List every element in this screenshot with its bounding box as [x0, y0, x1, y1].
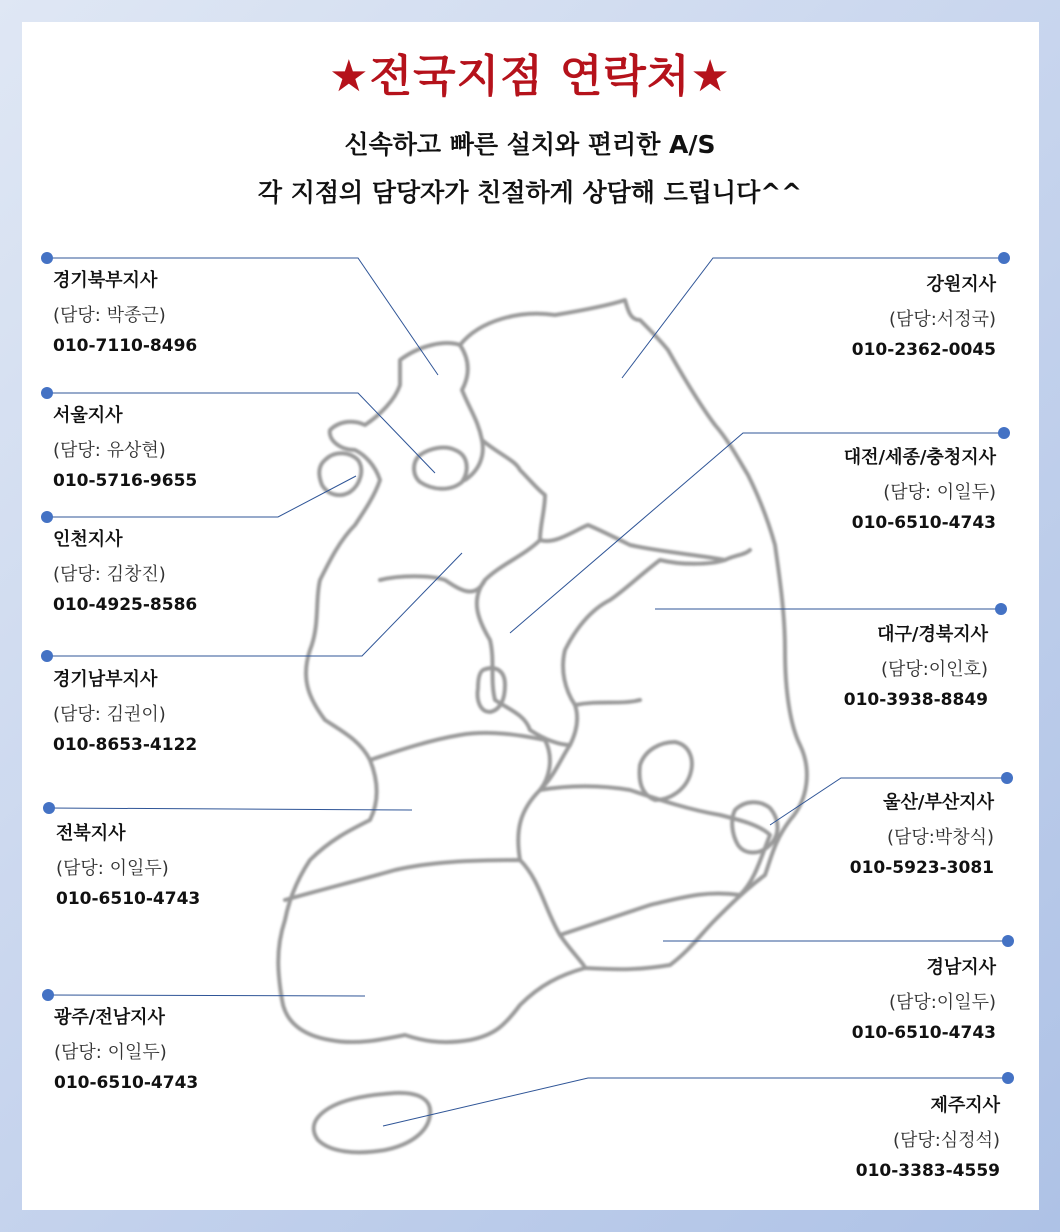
jeju-island — [314, 1093, 430, 1152]
branch-manager: (담당:박창식) — [886, 827, 994, 848]
branch-name: 대전/세종/충청지사 — [843, 447, 996, 468]
dot-gyeonggi-south — [41, 650, 53, 662]
branch-phone: 010-6510-4743 — [851, 1023, 996, 1043]
mainland-outline — [278, 300, 807, 1042]
branch-phone: 010-2362-0045 — [851, 340, 996, 360]
dot-jeonnam — [42, 989, 54, 1001]
branch-name: 인천지사 — [53, 529, 123, 550]
branch-phone: 010-3938-8849 — [843, 690, 988, 710]
incheon-island — [319, 453, 361, 495]
branch-name: 경기북부지사 — [53, 270, 158, 291]
branch-manager: (담당:심정석) — [892, 1130, 1000, 1151]
jeonnam-border — [285, 860, 585, 968]
branch-manager: (담당: 유상현) — [53, 440, 166, 461]
gyeongnam-inner — [560, 893, 740, 935]
gyeongbuk-border — [540, 560, 725, 790]
page-title: ★전국지점 연락처★ — [329, 51, 731, 102]
branch-phone: 010-3383-4559 — [855, 1161, 1000, 1181]
branch-manager: (담당: 김권이) — [53, 704, 166, 725]
branch-phone: 010-8653-4122 — [53, 735, 198, 755]
branch-manager: (담당:이인호) — [880, 659, 988, 680]
dot-gyeonggi-north — [41, 252, 53, 264]
dot-ulsan — [1001, 772, 1013, 784]
leader-line-jeonnam — [48, 995, 365, 996]
gyeonggi-south-border — [477, 540, 570, 745]
dot-jeonbuk — [43, 802, 55, 814]
branch-phone: 010-4925-8586 — [53, 595, 198, 615]
branch-manager: (담당: 박종근) — [53, 305, 166, 326]
branch-phone: 010-6510-4743 — [56, 889, 201, 909]
dot-gyeongnam — [1002, 935, 1014, 947]
dot-seoul — [41, 387, 53, 399]
branch-manager: (담당: 김창진) — [53, 564, 166, 585]
subtitle-line-1: 신속하고 빠른 설치와 편리한 A/S — [344, 130, 716, 159]
province-borders — [278, 300, 807, 1152]
branch-phone: 010-6510-4743 — [54, 1073, 199, 1093]
branch-name: 경기남부지사 — [53, 669, 158, 690]
branch-phone: 010-5716-9655 — [53, 471, 198, 491]
branch-manager: (담당: 이일두) — [56, 858, 169, 879]
branch-phone: 010-7110-8496 — [53, 336, 198, 356]
branch-name: 강원지사 — [926, 274, 996, 295]
dot-gangwon — [998, 252, 1010, 264]
branch-phone: 010-6510-4743 — [851, 513, 996, 533]
gyeongbuk-inner — [575, 700, 640, 705]
branch-name: 울산/부산지사 — [883, 792, 994, 813]
branch-dots — [41, 252, 1014, 1084]
subtitle-line-2: 각 지점의 담당자가 친절하게 상담해 드립니다^^ — [257, 178, 803, 207]
branch-manager: (담당:이일두) — [888, 992, 996, 1013]
leader-line-jeju — [383, 1078, 1008, 1126]
leader-line-jeonbuk — [48, 808, 412, 810]
daegu-outline — [640, 742, 692, 800]
jeonbuk-border — [370, 733, 550, 860]
branch-name: 대구/경북지사 — [877, 624, 988, 645]
dot-jeju — [1002, 1072, 1014, 1084]
dot-daegu — [995, 603, 1007, 615]
dot-chungcheong — [998, 427, 1010, 439]
branch-manager: (담당: 이일두) — [54, 1042, 167, 1063]
branch-manager: (담당: 이일두) — [883, 482, 996, 503]
branch-name: 서울지사 — [53, 405, 123, 426]
dot-incheon — [41, 511, 53, 523]
branch-name: 제주지사 — [930, 1095, 1000, 1116]
seoul-outline — [414, 448, 467, 489]
branch-phone: 010-5923-3081 — [849, 858, 994, 878]
branch-name: 경남지사 — [926, 957, 996, 978]
branch-manager: (담당:서정국) — [888, 309, 996, 330]
branch-name: 광주/전남지사 — [54, 1007, 165, 1028]
branch-name: 전북지사 — [56, 823, 126, 844]
